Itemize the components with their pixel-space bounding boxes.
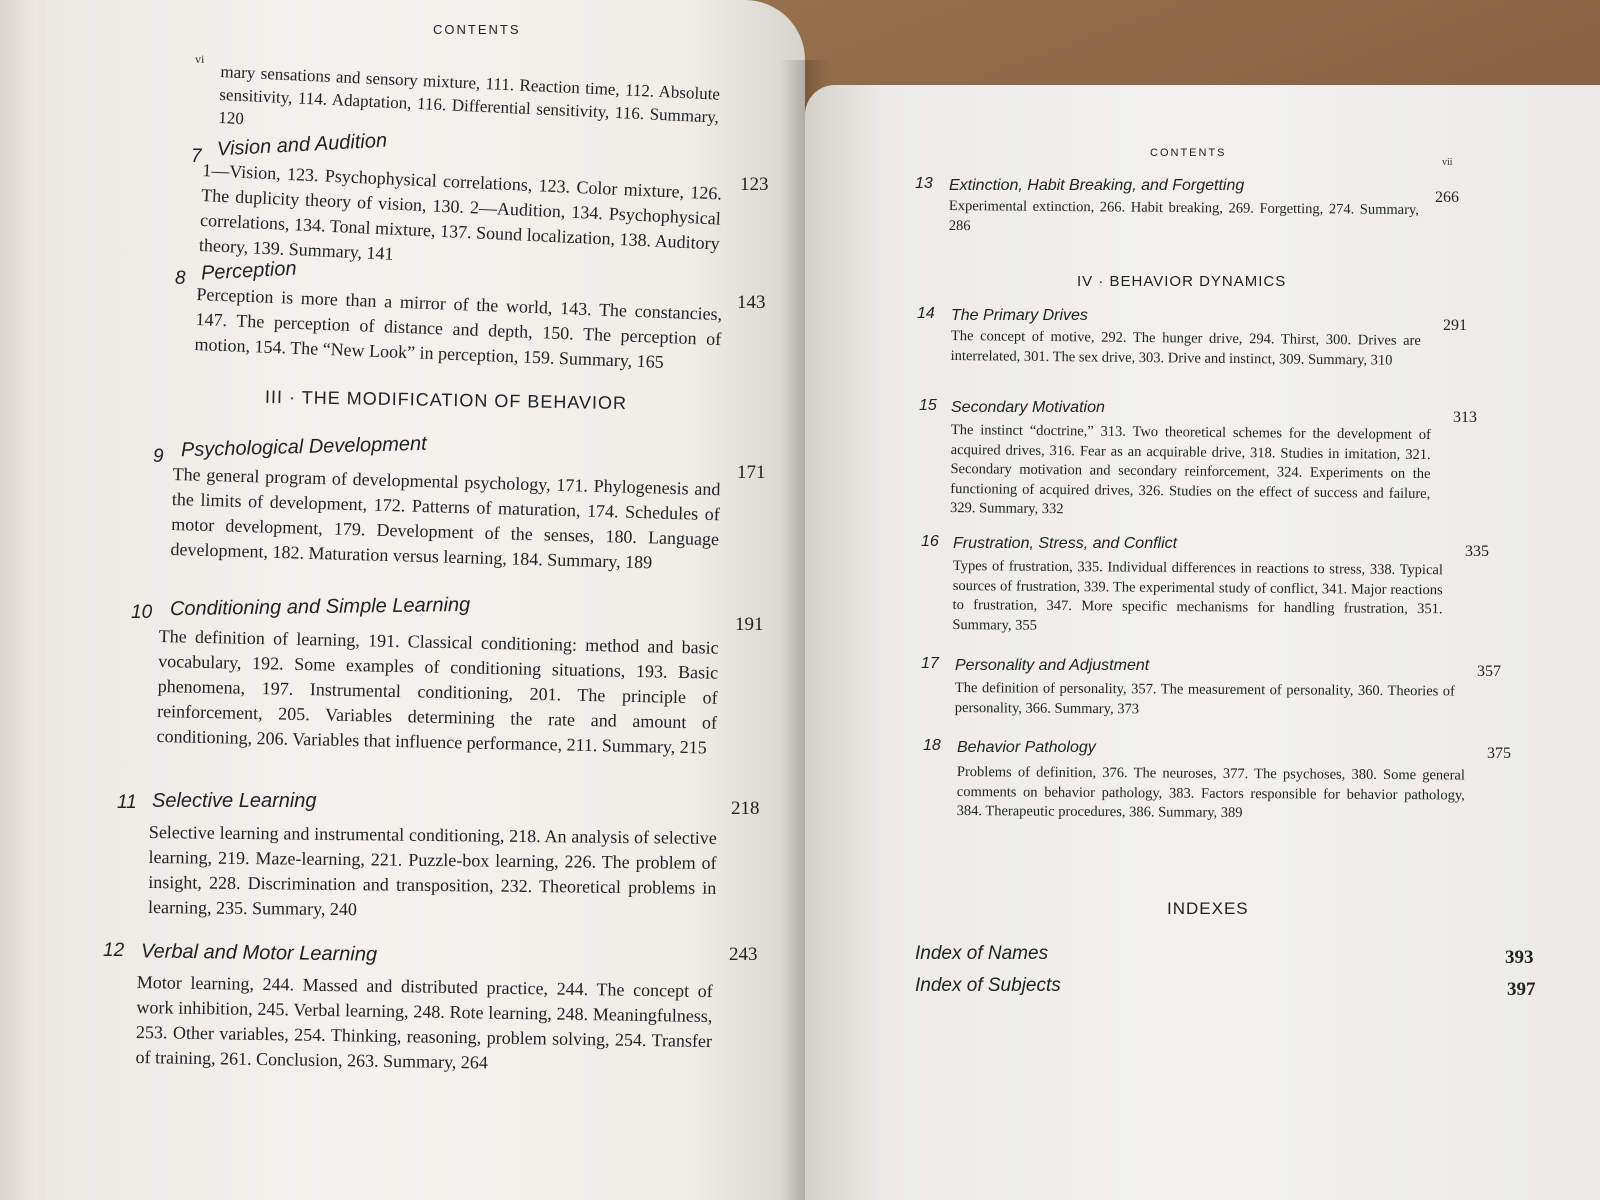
chapter-number: 15 [919,397,937,414]
chapter-description: The general program of developmental psychology, 171. Phylogenesis and the limits of development, 172. Patterns of maturation, 174. Schedules of motor development, 179. Development of the senses, 180. Language development, 182. Maturation versus learning, 184. Summary, 189 [170,463,721,573]
chapter-title: Selective Learning [152,790,317,812]
part-heading: III · THE MODIFICATION OF BEHAVIOR [264,386,628,414]
chapter-number: 13 [915,175,933,192]
chapter-page: 218 [731,798,760,819]
chapter-page: 335 [1465,543,1489,560]
right-page [805,85,1600,1200]
chapter-number: 7 [191,146,202,167]
chapter-title: Verbal and Motor Learning [140,940,378,966]
chapter-description: The instinct “doctrine,” 313. Two theoretical schemes for the development of acquired drives, 316. Fear as an acquirable drive, 318. Studies in imitation, 321. Secondary motivation and secondary reinforcement, 324. Experiments on the functioning of acquired drives, 326. Studies on the effect of success and failure, 329. Summary, 332 [950,421,1431,518]
chapter-number: 10 [131,602,153,623]
continuation-text: mary sensations and sensory mixture, 111. Reaction time, 112. Absolute sensitivity, 114. Adaptation, 116. Differential sensitivity, 116. Summary, 120 [217,61,721,129]
chapter-title: Behavior Pathology [957,739,1096,756]
chapter-description: The definition of learning, 191. Classical conditioning: method and basic vocabulary, 192. Some examples of conditioning situations, 193. Basic phenomena, 197. Instrumental conditioning, 201. The principle of reinforcement, 205. Variables determining the rate and amount of conditioning, 206. Variables that influence performance, 211. Summary, 215 [156,625,719,758]
chapter-title: Vision and Audition [216,129,388,161]
chapter-title: Frustration, Stress, and Conflict [953,535,1178,552]
index-page: 393 [1505,947,1534,968]
chapter-description: Selective learning and instrumental conditioning, 218. An analysis of selective learning, 219. Maze-learning, 221. Puzzle-box learning, 226. The problem of insight, 228. Discrimination and transposition, 232. Theoretical problems in learning, 235. Summary, 240 [147,821,717,920]
chapter-number: 8 [175,268,186,289]
chapter-description: Experimental extinction, 266. Habit breaking, 269. Forgetting, 274. Summary, 286 [948,197,1419,234]
indexes-heading: INDEXES [1167,899,1249,918]
chapter-number: 12 [103,940,125,961]
chapter-page: 357 [1477,663,1501,680]
chapter-description: Perception is more than a mirror of the world, 143. The constancies, 147. The perception of distance and depth, 150. The perception of motion, 154. The “New Look” in perception, 159. Summary, 165 [194,283,723,372]
chapter-description: Types of frustration, 335. Individual differences in reactions to stress, 338. Typical sources of frustration, 339. The experimental study of conflict, 341. Major reactions to frustration, 347. More specific mechanisms for handling frustration, 351. Summary, 355 [952,558,1443,634]
chapter-number: 9 [153,446,164,467]
running-head: CONTENTS [1150,147,1227,159]
chapter-description: Motor learning, 244. Massed and distributed practice, 244. The concept of work inhibition, 245. Verbal learning, 248. Rote learning, 248. Meaningfulness, 253. Other variables, 254. Thinking, reasoning, problem solving, 254. Transfer of training, 261. Conclusion, 263. Summary, 264 [135,971,713,1073]
running-head: CONTENTS [433,22,521,37]
chapter-description: Problems of definition, 376. The neuroses, 377. The psychoses, 380. Some general comments on behavior pathology, 383. Factors responsible for behavior pathology, 384. Therapeutic procedures, 386. Summary, 389 [956,764,1465,821]
chapter-title: Extinction, Habit Breaking, and Forgetting [949,177,1245,194]
chapter-title: Conditioning and Simple Learning [169,593,471,621]
page-folio: vii [1442,157,1453,168]
chapter-number: 14 [917,305,935,322]
chapter-title: Personality and Adjustment [955,657,1150,674]
chapter-page: 243 [729,944,758,965]
page-folio: vi [195,52,205,66]
chapter-title: Perception [200,257,298,285]
chapter-page: 291 [1443,317,1467,334]
chapter-number: 16 [921,533,939,550]
chapter-number: 17 [921,655,939,672]
chapter-title: The Primary Drives [951,307,1088,324]
chapter-page: 143 [737,292,766,313]
chapter-title: Secondary Motivation [951,399,1105,416]
chapter-page: 266 [1435,189,1459,206]
chapter-page: 313 [1453,409,1477,426]
chapter-page: 375 [1487,745,1511,762]
index-page: 397 [1507,979,1536,1000]
chapter-description: The definition of personality, 357. The measurement of personality, 360. Theories of personality, 366. Summary, 373 [954,680,1455,717]
chapter-number: 11 [117,792,137,813]
chapter-description: The concept of motive, 292. The hunger drive, 294. Thirst, 300. Drives are interrelated, 301. The sex drive, 303. Drive and instinct, 309. Summary, 310 [950,327,1421,369]
index-title: Index of Names [915,943,1049,964]
chapter-title: Psychological Development [180,432,427,462]
chapter-description: 1—Vision, 123. Psychophysical correlations, 123. Color mixture, 126. The duplicity theory of vision, 130. 2—Audition, 134. Psychophysical correlations, 134. Tonal mixture, 137. Sound localization, 138. Auditory theory, 139. Summary, 141 [198,159,723,264]
index-title: Index of Subjects [915,975,1061,996]
chapter-page: 123 [740,174,769,195]
left-page [45,0,805,1200]
chapter-page: 171 [737,462,766,483]
chapter-page: 191 [735,614,764,635]
part-heading: IV · BEHAVIOR DYNAMICS [1077,273,1287,290]
chapter-number: 18 [923,737,941,754]
